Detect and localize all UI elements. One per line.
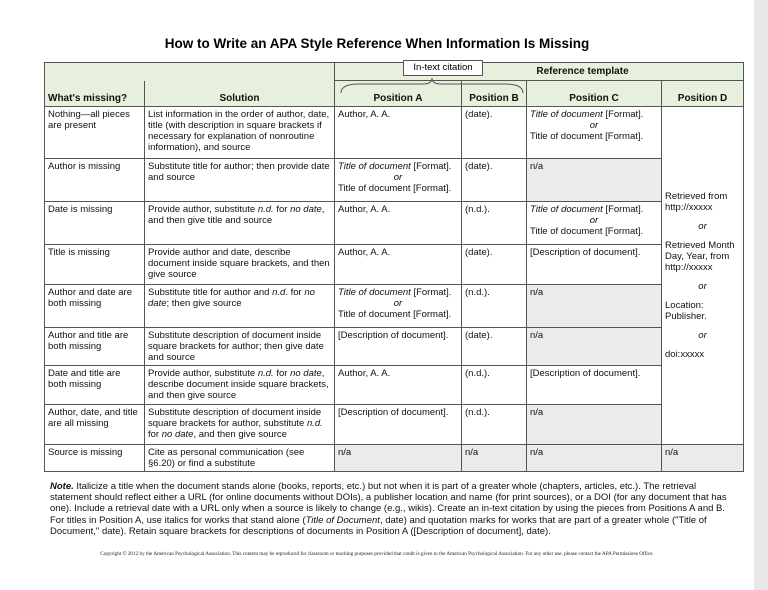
or-text: or bbox=[589, 215, 599, 226]
note-italic-text: Title of Document bbox=[305, 514, 380, 526]
solution-text: ; then give source bbox=[166, 298, 242, 309]
position-b-cell: (n.d.). bbox=[462, 366, 527, 405]
solution-cell bbox=[145, 405, 335, 445]
position-a-cell: [Description of document]. bbox=[335, 405, 462, 445]
in-text-citation-label: In-text citation bbox=[403, 60, 483, 76]
in-text-citation-brace bbox=[339, 76, 525, 94]
missing-cell: Date is missing bbox=[45, 202, 145, 245]
solution-cell bbox=[145, 202, 335, 245]
position-a-cell bbox=[335, 159, 462, 202]
solution-cell bbox=[145, 366, 335, 405]
reference-table-wrap bbox=[44, 62, 743, 472]
or-text: or bbox=[698, 221, 707, 232]
position-d-cell: n/a bbox=[662, 445, 744, 472]
header-position-a: Position A bbox=[335, 81, 462, 107]
table-row bbox=[45, 405, 744, 445]
table-note bbox=[50, 481, 740, 537]
title-text: Title of document bbox=[530, 109, 603, 120]
retrieved-date-text: Retrieved Month Day, Year, from http://xxxxx bbox=[665, 240, 735, 273]
position-b-cell: (n.d.). bbox=[462, 285, 527, 328]
missing-cell: Author, date, and title are all missing bbox=[45, 405, 145, 445]
table-row bbox=[45, 159, 744, 202]
copyright-notice: Copyright © 2012 by the American Psychological Association. This content may be reproduced for classroom or teaching purposes provided that credit is given to the American Psychological Association. For any other use, please contact the APA Permissions Office. bbox=[100, 551, 654, 557]
position-c-cell: n/a bbox=[527, 405, 662, 445]
nd-text: n.d. bbox=[272, 287, 288, 298]
title-text-alt: Title of document [Format]. bbox=[338, 309, 452, 320]
missing-cell: Title is missing bbox=[45, 245, 145, 285]
missing-cell: Author and title are both missing bbox=[45, 328, 145, 366]
solution-text: Substitute description of document inside square brackets for author, substitute bbox=[148, 407, 322, 429]
missing-cell: Source is missing bbox=[45, 445, 145, 472]
position-b-cell: n/a bbox=[462, 445, 527, 472]
solution-cell: List information in the order of author, date, title (with description in square brackets if necessary for explanation of nonroutine information), and source bbox=[145, 107, 335, 159]
position-b-cell: (date). bbox=[462, 107, 527, 159]
missing-cell: Nothing—all pieces are present bbox=[45, 107, 145, 159]
header-solution: Solution bbox=[145, 81, 335, 107]
or-text: or bbox=[698, 330, 707, 341]
no-date-text: no date bbox=[290, 204, 322, 215]
solution-cell: Substitute description of document inside square brackets for author; then give date and source bbox=[145, 328, 335, 366]
solution-cell bbox=[145, 285, 335, 328]
doi-text: doi:xxxxx bbox=[665, 349, 705, 360]
no-date-text: no date bbox=[148, 287, 315, 309]
format-text: [Format]. bbox=[602, 109, 644, 120]
position-c-cell bbox=[527, 202, 662, 245]
missing-cell: Author and date are both missing bbox=[45, 285, 145, 328]
nd-text: n.d. bbox=[257, 368, 274, 379]
table-row bbox=[45, 285, 744, 328]
position-b-cell: (date). bbox=[462, 328, 527, 366]
position-c-cell bbox=[527, 107, 662, 159]
retrieved-from-text: Retrieved from http://xxxxx bbox=[665, 191, 728, 213]
position-b-cell: (date). bbox=[462, 159, 527, 202]
solution-text: , and then give source bbox=[193, 429, 287, 440]
header-whats-missing: What's missing? bbox=[45, 81, 145, 107]
header-position-b: Position B bbox=[462, 81, 527, 107]
note-text-end: , date) and quotation marks for works that are part of a greater whole ("Title of Document," date). Retain square brackets for descriptions of documents in Position A ([Description of document], date). bbox=[50, 514, 707, 537]
header-spacer bbox=[45, 63, 335, 81]
solution-text: Provide author, substitute bbox=[148, 368, 258, 379]
no-date-text: no date bbox=[161, 429, 194, 440]
note-label: Note. bbox=[50, 481, 74, 492]
table-row bbox=[45, 445, 744, 472]
or-text: or bbox=[393, 172, 403, 183]
format-text: [Format]. bbox=[410, 287, 452, 298]
reference-table bbox=[44, 62, 744, 472]
header-position-c: Position C bbox=[527, 81, 662, 107]
position-a-cell: n/a bbox=[335, 445, 462, 472]
table-row bbox=[45, 366, 744, 405]
table-row bbox=[45, 107, 744, 159]
location-publisher-text: Location: Publisher. bbox=[665, 300, 707, 322]
missing-cell: Author is missing bbox=[45, 159, 145, 202]
page-edge-shadow bbox=[754, 0, 768, 590]
solution-text: for bbox=[273, 368, 291, 379]
title-text: Title of document bbox=[530, 204, 603, 215]
position-b-cell: (n.d.). bbox=[462, 405, 527, 445]
format-text: [Format]. bbox=[602, 204, 644, 215]
or-text: or bbox=[589, 120, 599, 131]
no-date-text: no date bbox=[290, 368, 322, 379]
position-b-cell: (date). bbox=[462, 245, 527, 285]
solution-text: , and then give title and source bbox=[148, 204, 325, 226]
solution-text: for bbox=[148, 429, 162, 440]
table-row bbox=[45, 328, 744, 366]
or-text: or bbox=[698, 281, 707, 292]
nd-text: n.d. bbox=[306, 418, 323, 429]
format-text: [Format]. bbox=[410, 161, 452, 172]
position-a-cell: Author, A. A. bbox=[335, 202, 462, 245]
solution-cell: Provide author and date, describe document inside square brackets, and then give source bbox=[145, 245, 335, 285]
table-row bbox=[45, 245, 744, 285]
position-b-cell: (n.d.). bbox=[462, 202, 527, 245]
position-a-cell bbox=[335, 285, 462, 328]
header-position-d: Position D bbox=[662, 81, 744, 107]
note-text: Italicize a title when the document stands alone (books, reports, etc.) but not when it is part of a greater whole (chapters, articles, etc.). The retrieval statement should reflect either a URL (for online documents without DOIs), a publisher location and name (for print sources), or a DOI (for any document that has one). Include a retrieval date with a URL only when a source is likely to change (e.g., wikis). Create an in-text citation by using the pieces from Positions A and B. For titles in Position A, use italics for works that stand alone ( bbox=[50, 481, 727, 526]
solution-text: Provide author, substitute bbox=[148, 204, 258, 215]
position-c-cell: n/a bbox=[527, 159, 662, 202]
title-text-alt: Title of document [Format]. bbox=[338, 183, 452, 194]
position-c-cell: n/a bbox=[527, 328, 662, 366]
solution-text: Substitute title for author and bbox=[148, 287, 273, 298]
position-d-cell bbox=[662, 107, 744, 445]
or-text: or bbox=[393, 298, 403, 309]
table-row bbox=[45, 202, 744, 245]
nd-text: n.d. bbox=[257, 204, 274, 215]
solution-cell: Substitute title for author; then provide date and source bbox=[145, 159, 335, 202]
position-a-cell: Author, A. A. bbox=[335, 366, 462, 405]
title-text-alt: Title of document [Format]. bbox=[530, 226, 644, 237]
solution-text: for bbox=[287, 287, 305, 298]
position-c-cell: n/a bbox=[527, 445, 662, 472]
missing-cell: Date and title are both missing bbox=[45, 366, 145, 405]
solution-text: for bbox=[273, 204, 291, 215]
position-c-cell: n/a bbox=[527, 285, 662, 328]
position-a-cell: Author, A. A. bbox=[335, 245, 462, 285]
title-text-alt: Title of document [Format]. bbox=[530, 131, 644, 142]
title-text: Title of document bbox=[338, 287, 411, 298]
page-title: How to Write an APA Style Reference When Information Is Missing bbox=[164, 36, 590, 51]
solution-text: , describe document inside square brackets, and then give source bbox=[148, 368, 329, 401]
position-a-cell: Author, A. A. bbox=[335, 107, 462, 159]
title-text: Title of document bbox=[338, 161, 411, 172]
position-a-cell: [Description of document]. bbox=[335, 328, 462, 366]
solution-cell: Cite as personal communication (see §6.20) or find a substitute bbox=[145, 445, 335, 472]
position-c-cell: [Description of document]. bbox=[527, 245, 662, 285]
position-c-cell: [Description of document]. bbox=[527, 366, 662, 405]
reference-template-header: Reference template bbox=[335, 63, 744, 81]
